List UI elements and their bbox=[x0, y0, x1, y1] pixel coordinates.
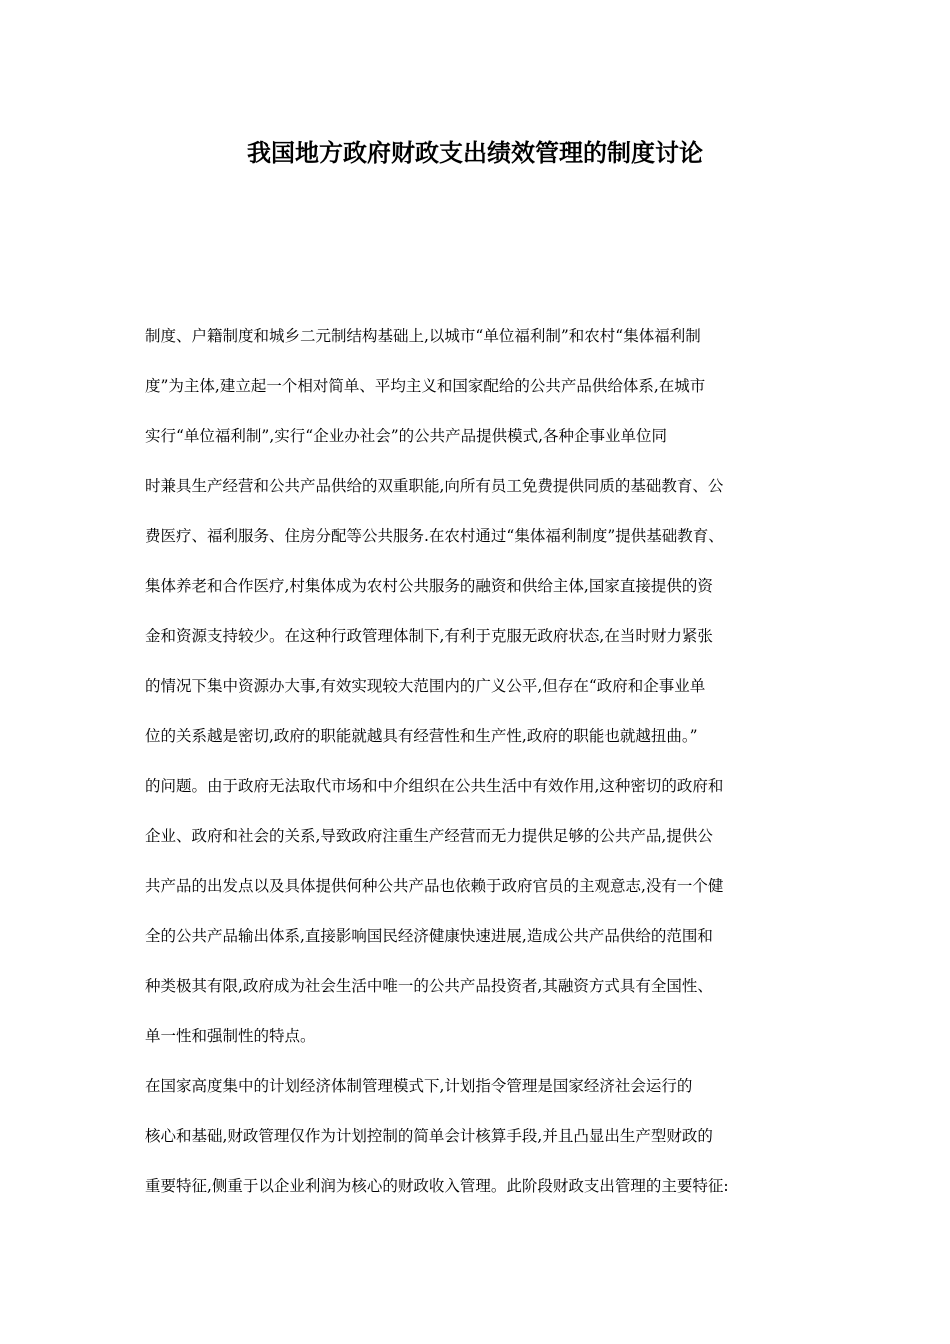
text-line: 的情况下集中资源办大事,有效实现较大范围内的广义公平,但存在“政府和企事业单 bbox=[145, 677, 706, 695]
text-line: 种类极其有限,政府成为社会生活中唯一的公共产品投资者,其融资方式具有全国性、 bbox=[145, 977, 713, 995]
text-line: 位的关系越是密切,政府的职能就越具有经营性和生产性,政府的职能也就越扭曲。” bbox=[145, 727, 698, 745]
text-line: 共产品的出发点以及具体提供何种公共产品也依赖于政府官员的主观意志,没有一个健 bbox=[145, 877, 724, 895]
text-line: 度”为主体,建立起一个相对简单、平均主义和国家配给的公共产品供给体系,在城市 bbox=[145, 377, 706, 395]
text-line: 实行“单位福利制”,实行“企业办社会”的公共产品提供模式,各种企事业单位同 bbox=[145, 427, 668, 445]
text-line: 集体养老和合作医疗,村集体成为农村公共服务的融资和供给主体,国家直接提供的资 bbox=[145, 577, 713, 595]
text-line: 时兼具生产经营和公共产品供给的双重职能,向所有员工免费提供同质的基础教育、公 bbox=[145, 477, 724, 495]
text-line: 制度、户籍制度和城乡二元制结构基础上,以城市“单位福利制”和农村“集体福利制 bbox=[145, 327, 701, 345]
text-line: 在国家高度集中的计划经济体制管理模式下,计划指令管理是国家经济社会运行的 bbox=[145, 1077, 693, 1095]
text-line: 全的公共产品输出体系,直接影响国民经济健康快速进展,造成公共产品供给的范围和 bbox=[145, 927, 713, 945]
text-line: 重要特征,侧重于以企业利润为核心的财政收入管理。此阶段财政支出管理的主要特征: bbox=[145, 1177, 729, 1195]
document-title: 我国地方政府财政支出绩效管理的制度讨论 bbox=[247, 138, 703, 167]
text-line: 的问题。由于政府无法取代市场和中介组织在公共生活中有效作用,这种密切的政府和 bbox=[145, 777, 724, 795]
text-line: 企业、政府和社会的关系,导致政府注重生产经营而无力提供足够的公共产品,提供公 bbox=[145, 827, 713, 845]
text-line: 费医疗、福利服务、住房分配等公共服务.在农村通过“集体福利制度”提供基础教育、 bbox=[145, 527, 724, 545]
text-line: 核心和基础,财政管理仅作为计划控制的简单会计核算手段,并且凸显出生产型财政的 bbox=[145, 1127, 713, 1145]
text-line: 单一性和强制性的特点。 bbox=[145, 1027, 316, 1045]
document-body bbox=[145, 320, 825, 1220]
text-line: 金和资源支持较少。在这种行政管理体制下,有利于克服无政府状态,在当时财力紧张 bbox=[145, 627, 713, 645]
